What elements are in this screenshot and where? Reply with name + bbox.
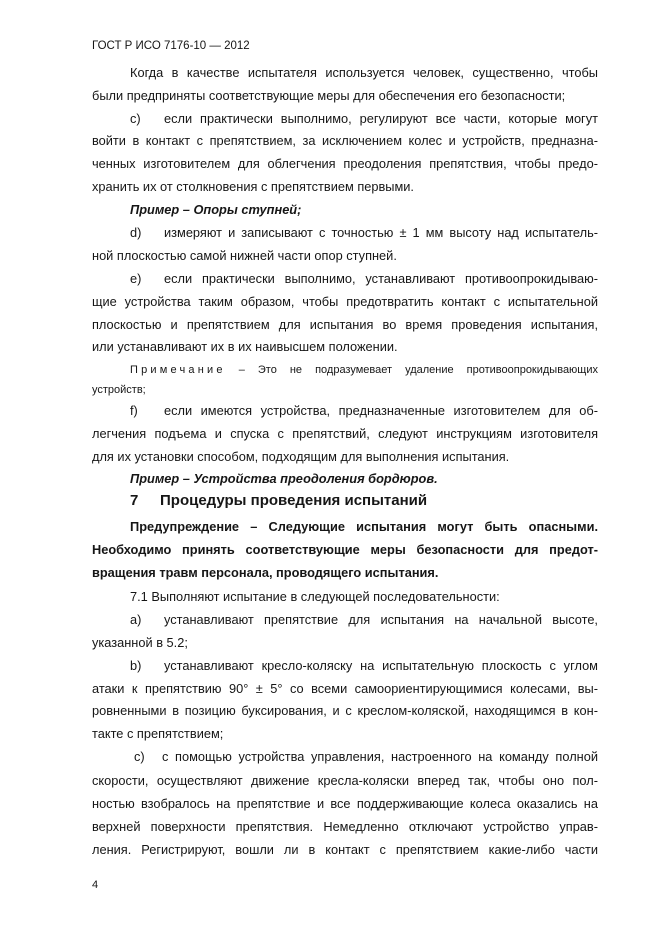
note-line: [130, 361, 598, 379]
list-item-text: измеряют и записывают с точностью ± 1 мм высоту над испытатель-: [164, 225, 598, 240]
list-item-text: если практически выполнимо, устанавливают противоопрокидываю-: [164, 271, 598, 286]
clause-text: Выполняют испытание в следующей последовательности:: [151, 589, 500, 604]
section-number: 7: [130, 492, 139, 509]
list-item-f: [130, 402, 598, 420]
paragraph-line: верхней поверхности препятствия. Немедленно отключают устройство управ-: [92, 819, 598, 834]
list-item-label: f): [130, 403, 138, 418]
paragraph-line: ной плоскостью самой нижней части опор ступней.: [92, 248, 397, 263]
example-curb-devices: Пример – Устройства преодоления бордюров.: [130, 471, 438, 486]
list-item-d: [130, 224, 598, 242]
list-item-label: c): [130, 111, 141, 126]
section-title: Процедуры проведения испытаний: [160, 492, 428, 509]
paragraph-line: атаки к препятствию 90° ± 5° со всеми самоориентирующимися колесами, вы-: [92, 681, 598, 696]
section-heading: [130, 491, 598, 511]
clause-7-1: [130, 588, 598, 606]
list-item-label: a): [130, 612, 142, 627]
document-header: ГОСТ Р ИСО 7176-10 — 2012: [92, 40, 250, 52]
paragraph-line: щие устройства таким образом, чтобы предотвратить контакт с испытательной: [92, 294, 598, 309]
paragraph-line: ностью взобралось на препятствие и все поддерживающие колеса оказались на: [92, 796, 598, 811]
list-item-text: если имеются устройства, предназначенные изготовителем для об-: [164, 403, 598, 418]
paragraph-line: ления. Регистрируют, вошли ли в контакт с препятствием какие-либо части: [92, 842, 598, 857]
list-item-text: устанавливают препятствие для испытания на начальной высоте,: [164, 612, 598, 627]
list-item-text: устанавливают кресло-коляску на испытательную плоскость с углом: [164, 658, 598, 673]
paragraph-line: ченных изготовителем для облегчения преодоления препятствия, чтобы предо-: [92, 156, 598, 171]
note-label: Примечание: [130, 364, 226, 376]
list-item-label: d): [130, 225, 142, 240]
paragraph-line: или устанавливают их в их наивысшем положении.: [92, 339, 398, 354]
list-item-label: e): [130, 271, 142, 286]
list-item-a: [130, 611, 598, 629]
clause-number: 7.1: [130, 589, 148, 604]
warning-line: вращения травм персонала, проводящего испытания.: [92, 565, 439, 580]
page-number: 4: [92, 879, 99, 891]
warning-line: Необходимо принять соответствующие меры безопасности для предот-: [92, 542, 598, 557]
list-item-text: если практически выполнимо, регулируют все части, которые могут: [164, 111, 598, 126]
paragraph-line: такте с препятствием;: [92, 726, 224, 741]
list-item-c: [130, 748, 598, 766]
list-item-text: с помощью устройства управления, настроенного на команду полной: [162, 749, 598, 764]
warning-line: Предупреждение – Следующие испытания могут быть опасными.: [130, 519, 598, 534]
paragraph-line: легчения подъема и спуска с препятствий, следуют инструкциям изготовителя: [92, 426, 598, 441]
example-footrests: Пример – Опоры ступней;: [130, 202, 302, 217]
list-item-e: [130, 270, 598, 288]
note-line: устройств;: [92, 384, 146, 396]
paragraph-line: Когда в качестве испытателя используется человек, существенно, чтобы: [130, 65, 598, 80]
list-item-b: [130, 657, 598, 675]
paragraph-line: для их установки способом, подходящим для выполнения испытания.: [92, 449, 510, 464]
paragraph-line: плоскостью и препятствием для испытания во время проведения испытания,: [92, 317, 598, 332]
paragraph-line: были предприняты соответствующие меры для обеспечения его безопасности;: [92, 88, 566, 103]
note-text: – Это не подразумевает удаление противоопрокидывающих: [238, 364, 599, 376]
paragraph-line: указанной в 5.2;: [92, 635, 188, 650]
paragraph-line: войти в контакт с препятствием, за исключением колес и устройств, предназна-: [92, 133, 598, 148]
list-item-label: b): [130, 658, 142, 673]
list-item-c: [130, 110, 598, 128]
list-item-label: c): [134, 749, 145, 764]
paragraph-line: скорости, осуществляют движение кресла-коляски вперед так, чтобы оно пол-: [92, 773, 598, 788]
paragraph-line: хранить их от столкновения с препятствием первыми.: [92, 179, 414, 194]
paragraph-line: ровненными в позицию буксирования, и с креслом-коляской, находящимся в кон-: [92, 703, 598, 718]
